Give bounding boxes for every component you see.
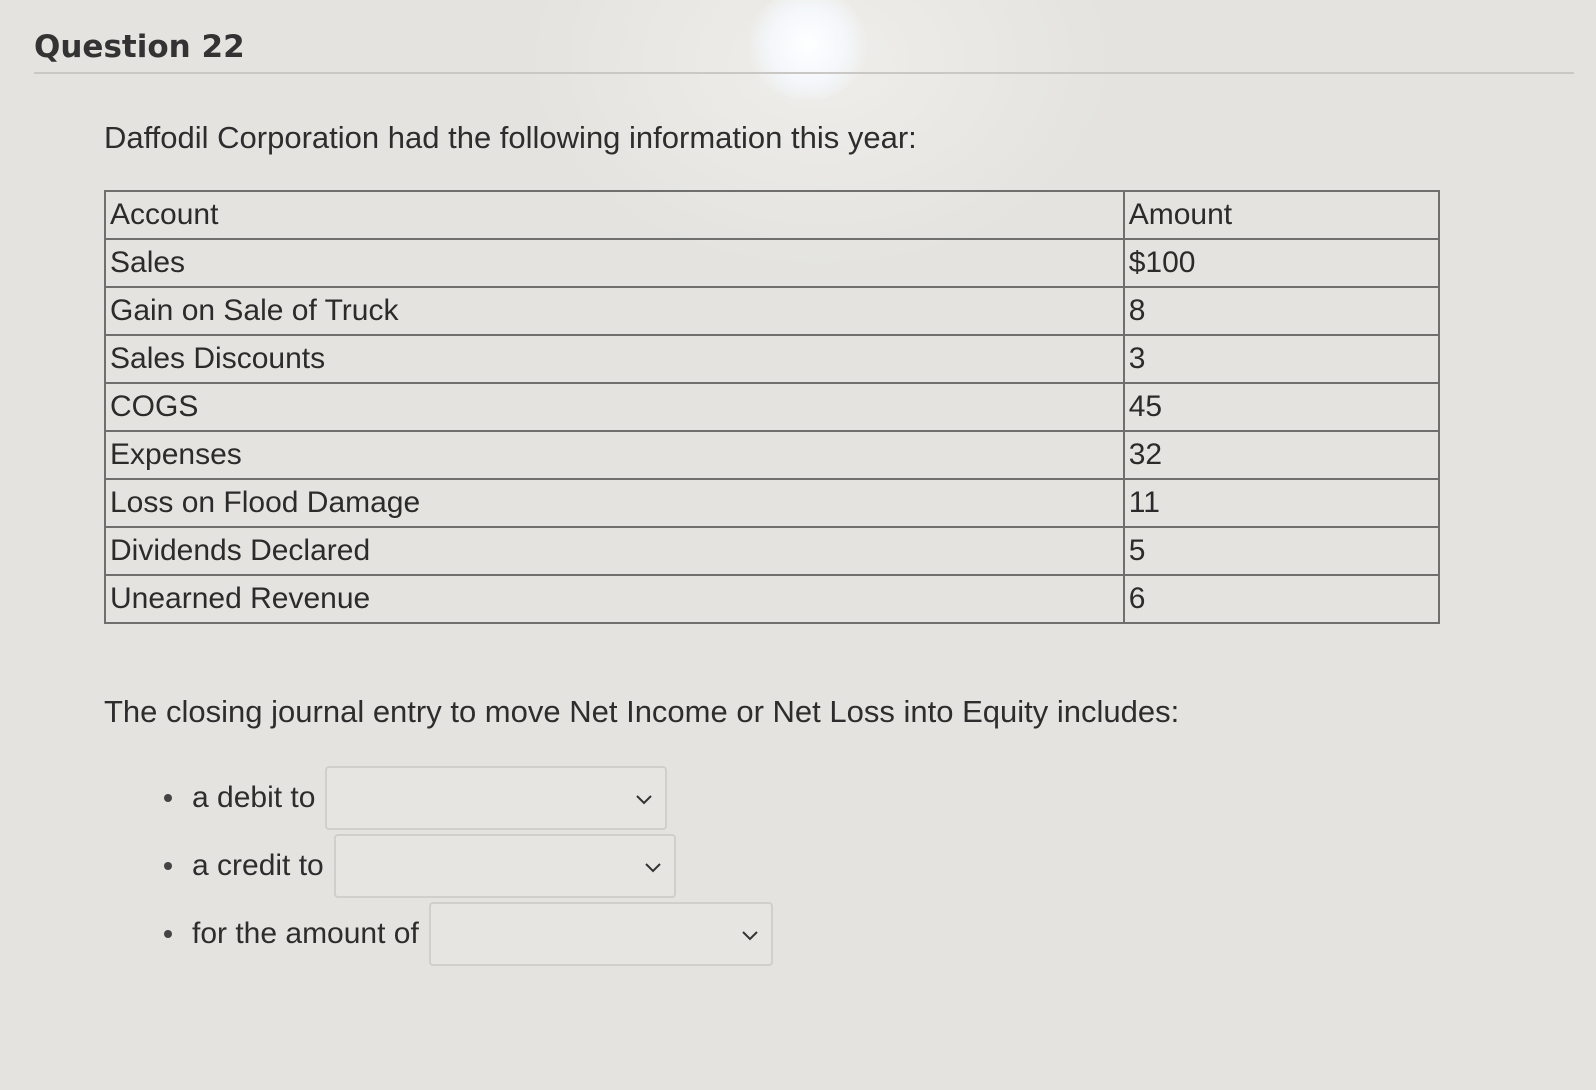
table-row: [105, 335, 1439, 383]
chevron-down-icon: [635, 790, 653, 808]
debit-label: a debit to: [192, 781, 316, 814]
account-cell: Gain on Sale of Truck: [105, 287, 1124, 335]
question-prompt: The closing journal entry to move Net Income or Net Loss into Equity includes:: [104, 694, 1180, 729]
table-row: [105, 239, 1439, 287]
account-cell: Expenses: [105, 431, 1124, 479]
chevron-down-icon: [644, 858, 662, 876]
question-header: [34, 26, 1574, 74]
debit-account-select[interactable]: [325, 766, 667, 830]
table-row: [105, 287, 1439, 335]
table-header-row: [105, 191, 1439, 239]
amount-label: for the amount of: [192, 917, 419, 950]
answer-item-debit: [164, 764, 773, 832]
account-cell: Sales Discounts: [105, 335, 1124, 383]
table-row: [105, 431, 1439, 479]
answer-list: [164, 764, 773, 968]
table-row: [105, 479, 1439, 527]
amount-cell: 11: [1124, 479, 1439, 527]
account-cell: COGS: [105, 383, 1124, 431]
amount-cell: 8: [1124, 287, 1439, 335]
bullet-icon: [164, 862, 172, 870]
question-title: Question 22: [34, 29, 245, 65]
amount-cell: 5: [1124, 527, 1439, 575]
bullet-icon: [164, 794, 172, 802]
amount-cell: $100: [1124, 239, 1439, 287]
answer-item-amount: [164, 900, 773, 968]
account-table: [104, 190, 1440, 624]
amount-cell: 3: [1124, 335, 1439, 383]
account-cell: Unearned Revenue: [105, 575, 1124, 623]
table-row: [105, 383, 1439, 431]
column-header-amount: Amount: [1124, 191, 1439, 239]
question-intro: Daffodil Corporation had the following information this year:: [104, 120, 917, 155]
table-row: [105, 527, 1439, 575]
credit-label: a credit to: [192, 849, 324, 882]
amount-cell: 6: [1124, 575, 1439, 623]
amount-cell: 32: [1124, 431, 1439, 479]
table-row: [105, 575, 1439, 623]
answer-item-credit: [164, 832, 773, 900]
column-header-account: Account: [105, 191, 1124, 239]
amount-select[interactable]: [429, 902, 773, 966]
credit-account-select[interactable]: [334, 834, 676, 898]
chevron-down-icon: [741, 926, 759, 944]
account-cell: Loss on Flood Damage: [105, 479, 1124, 527]
amount-cell: 45: [1124, 383, 1439, 431]
bullet-icon: [164, 930, 172, 938]
account-cell: Sales: [105, 239, 1124, 287]
account-cell: Dividends Declared: [105, 527, 1124, 575]
